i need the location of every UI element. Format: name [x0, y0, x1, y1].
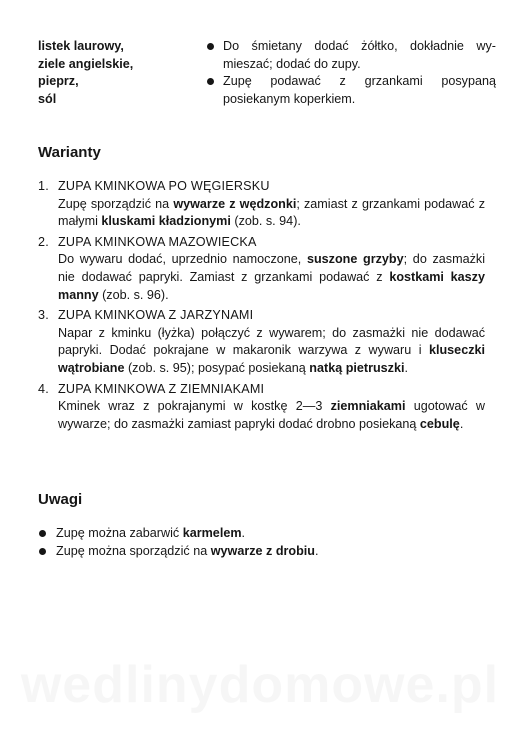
- ingredient-item: ziele angielskie,: [38, 56, 134, 71]
- variant-item: [38, 234, 485, 304]
- variant-title-text: ZUPA KMINKOWA Z JARZYNAMI: [58, 308, 254, 323]
- ingredient-item: sól: [38, 91, 57, 106]
- emphasis-text: cebulę: [419, 416, 460, 431]
- note-item: Zupę można sporządzić na wywarze z drobiu.: [38, 543, 485, 561]
- preparation-steps: [206, 38, 496, 108]
- variant-title: [38, 178, 485, 196]
- variant-item: [38, 178, 485, 231]
- variants-heading: Warianty: [38, 144, 101, 161]
- step-item: Zupę podawać z grzankami posypaną posiekanym koperkiem.: [206, 73, 496, 108]
- variant-body: Kminek wraz z pokrajanymi w kostkę 2—3 ziemniakami ugotować w wywarze; do zasmażki zamiast papryki dodać drobno posiekaną cebulę.: [58, 399, 485, 431]
- variant-number: 4.: [38, 381, 49, 396]
- variant-title-text: ZUPA KMINKOWA MAZOWIECKA: [58, 234, 257, 249]
- emphasis-text: kostkami kaszy manny: [58, 269, 485, 302]
- emphasis-text: kluseczki wątrobiane: [58, 343, 485, 375]
- notes-heading: Uwagi: [38, 491, 83, 508]
- variant-number: 1.: [38, 179, 49, 193]
- variant-body: Do wywaru dodać, uprzednio namoczone, suszone grzyby; do zasmażki nie dodawać papryki. Zamiast z grzankami podawać z kostkami kaszy manny (zob. s. 96).: [58, 252, 485, 302]
- emphasis-text: kluskami kładzionymi: [101, 214, 231, 229]
- variant-title: [38, 234, 485, 252]
- emphasis-text: natką pietruszki: [309, 360, 405, 375]
- emphasis-text: karmelem: [182, 526, 242, 540]
- variants-list: [38, 178, 485, 436]
- emphasis-text: wywarze z wędzonki: [173, 196, 297, 211]
- ingredient-list: [38, 38, 198, 108]
- notes-list: [38, 525, 485, 560]
- variant-number: 2.: [38, 234, 49, 249]
- variant-title-text: ZUPA KMINKOWA Z ZIEMNIAKAMI: [58, 381, 265, 396]
- variant-title-text: ZUPA KMINKOWA PO WĘGIERSKU: [58, 179, 270, 193]
- emphasis-text: ziemniakami: [330, 399, 406, 414]
- ingredient-item: pieprz,: [38, 74, 79, 89]
- watermark: [0, 655, 520, 715]
- variant-item: [38, 307, 485, 377]
- note-item: Zupę można zabarwić karmelem.: [38, 525, 485, 543]
- emphasis-text: suszone grzyby: [306, 252, 404, 267]
- variant-title: [38, 307, 485, 325]
- variant-body: Napar z kminku (łyżka) połączyć z wywarem; do zasmażki nie dodawać papryki. Dodać pokrajane w makaronik warzywa z wywaru i kluseczki wątrobiane (zob. s. 95); posypać posiekaną natką pietruszki.: [58, 325, 485, 375]
- variant-number: 3.: [38, 308, 49, 323]
- step-item: Do śmietany dodać żółtko, dokładnie wymieszać; dodać do zupy.: [206, 38, 496, 73]
- variant-title: [38, 381, 485, 399]
- ingredient-item: listek laurowy,: [38, 39, 124, 53]
- variant-body: Zupę sporządzić na wywarze z wędzonki; zamiast z grzankami podawać z małymi kluskami kładzionymi (zob. s. 94).: [58, 196, 486, 229]
- variant-item: [38, 381, 485, 434]
- emphasis-text: wywarze z drobiu: [210, 543, 315, 558]
